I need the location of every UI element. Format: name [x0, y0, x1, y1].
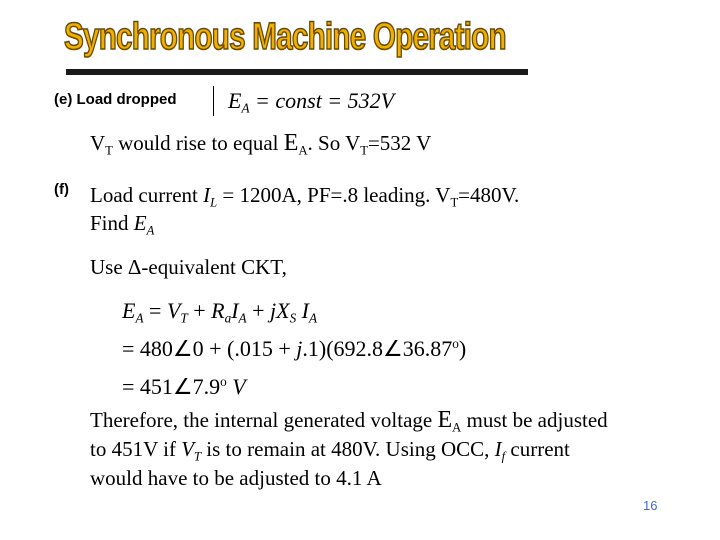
equation-box-left-edge: [213, 86, 214, 116]
equation-line-3: = $451\angle 7.9^o$ V: [122, 374, 246, 399]
slide-title: Synchronous Machine Operation: [64, 16, 506, 58]
part-f-line2: Find $E_A$: [90, 211, 155, 238]
title-underline: [66, 69, 528, 75]
page-number: 16: [643, 498, 658, 513]
part-e-text: $V_T$ would rise to equal $E_A$. So $V_T=532$ V: [90, 130, 432, 158]
conclusion-line-3: would have to be adjusted to 4.1 A: [90, 466, 382, 490]
equation-line-1: $E_A = V_T + R_aI_A + jX_S$ $I_A$: [122, 298, 318, 326]
part-f-line1: Load current $I_L = 1200A$, PF=.8 leading. $V_T=480V$.: [90, 183, 520, 210]
conclusion-line-2: to 451V if $V_T$ is to remain at 480V. Using OCC, $I_f$ current: [90, 437, 570, 464]
conclusion-line-1: Therefore, the internal generated voltage $E_A$ must be adjusted: [90, 407, 608, 435]
part-f-label: (f): [54, 181, 69, 198]
part-e-equation: $E_A$ = const = 532V: [228, 88, 395, 116]
equation-line-2: = 480∠0 + $(.015 + j.1)(692.8\angle 36.87^o)$: [122, 336, 467, 361]
method-text: Use Δ-equivalent CKT,: [90, 255, 287, 279]
part-e-label: (e) Load dropped: [54, 91, 177, 108]
